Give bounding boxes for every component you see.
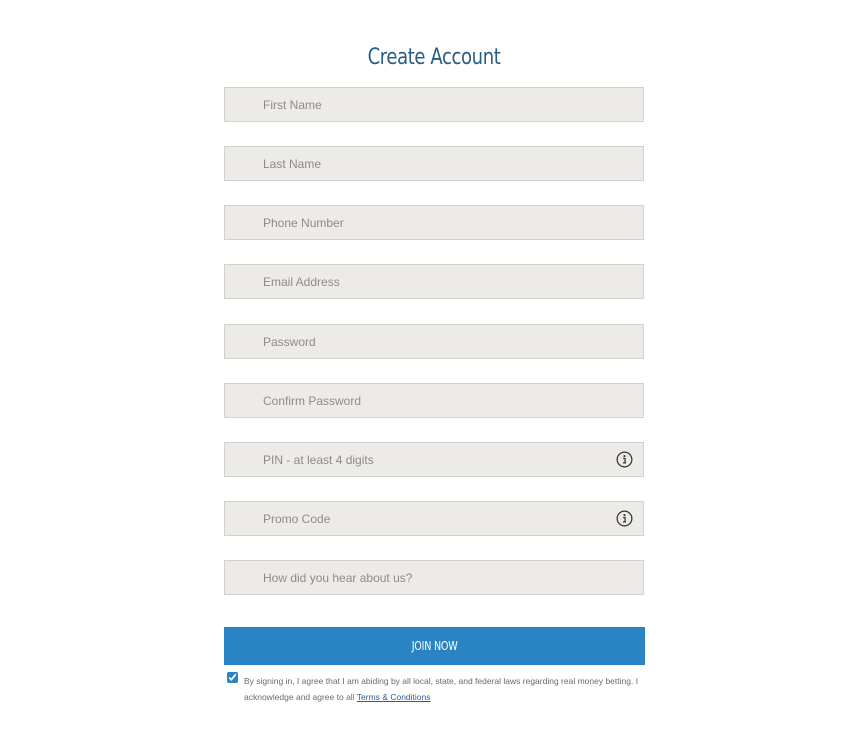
email-input[interactable] xyxy=(225,265,643,298)
confirm-password-input[interactable] xyxy=(225,384,643,417)
terms-statement: By signing in, I agree that I am abiding by all local, state, and federal laws regarding real money betting. I acknowledge and agree to all xyxy=(244,676,639,702)
referral-source-input[interactable] xyxy=(225,561,643,594)
terms-checkbox[interactable] xyxy=(227,672,238,683)
referral-source-field[interactable] xyxy=(224,560,644,595)
first-name-field[interactable] xyxy=(224,87,644,122)
promo-code-field[interactable] xyxy=(224,501,644,536)
page-title: Create Account xyxy=(367,44,501,70)
join-now-button[interactable] xyxy=(224,627,645,665)
phone-number-input[interactable] xyxy=(225,206,643,239)
promo-code-input[interactable] xyxy=(225,502,643,535)
terms-text xyxy=(244,673,644,705)
password-input[interactable] xyxy=(225,325,643,358)
info-icon[interactable] xyxy=(616,510,633,527)
info-icon[interactable] xyxy=(616,451,633,468)
first-name-input[interactable] xyxy=(225,88,643,121)
email-field[interactable] xyxy=(224,264,644,299)
last-name-input[interactable] xyxy=(225,147,643,180)
join-now-label: JOIN NOW xyxy=(411,639,458,653)
pin-field[interactable] xyxy=(224,442,644,477)
last-name-field[interactable] xyxy=(224,146,644,181)
confirm-password-field[interactable] xyxy=(224,383,644,418)
phone-number-field[interactable] xyxy=(224,205,644,240)
password-field[interactable] xyxy=(224,324,644,359)
pin-input[interactable] xyxy=(225,443,643,476)
terms-conditions-link[interactable]: Terms & Conditions xyxy=(356,692,431,702)
